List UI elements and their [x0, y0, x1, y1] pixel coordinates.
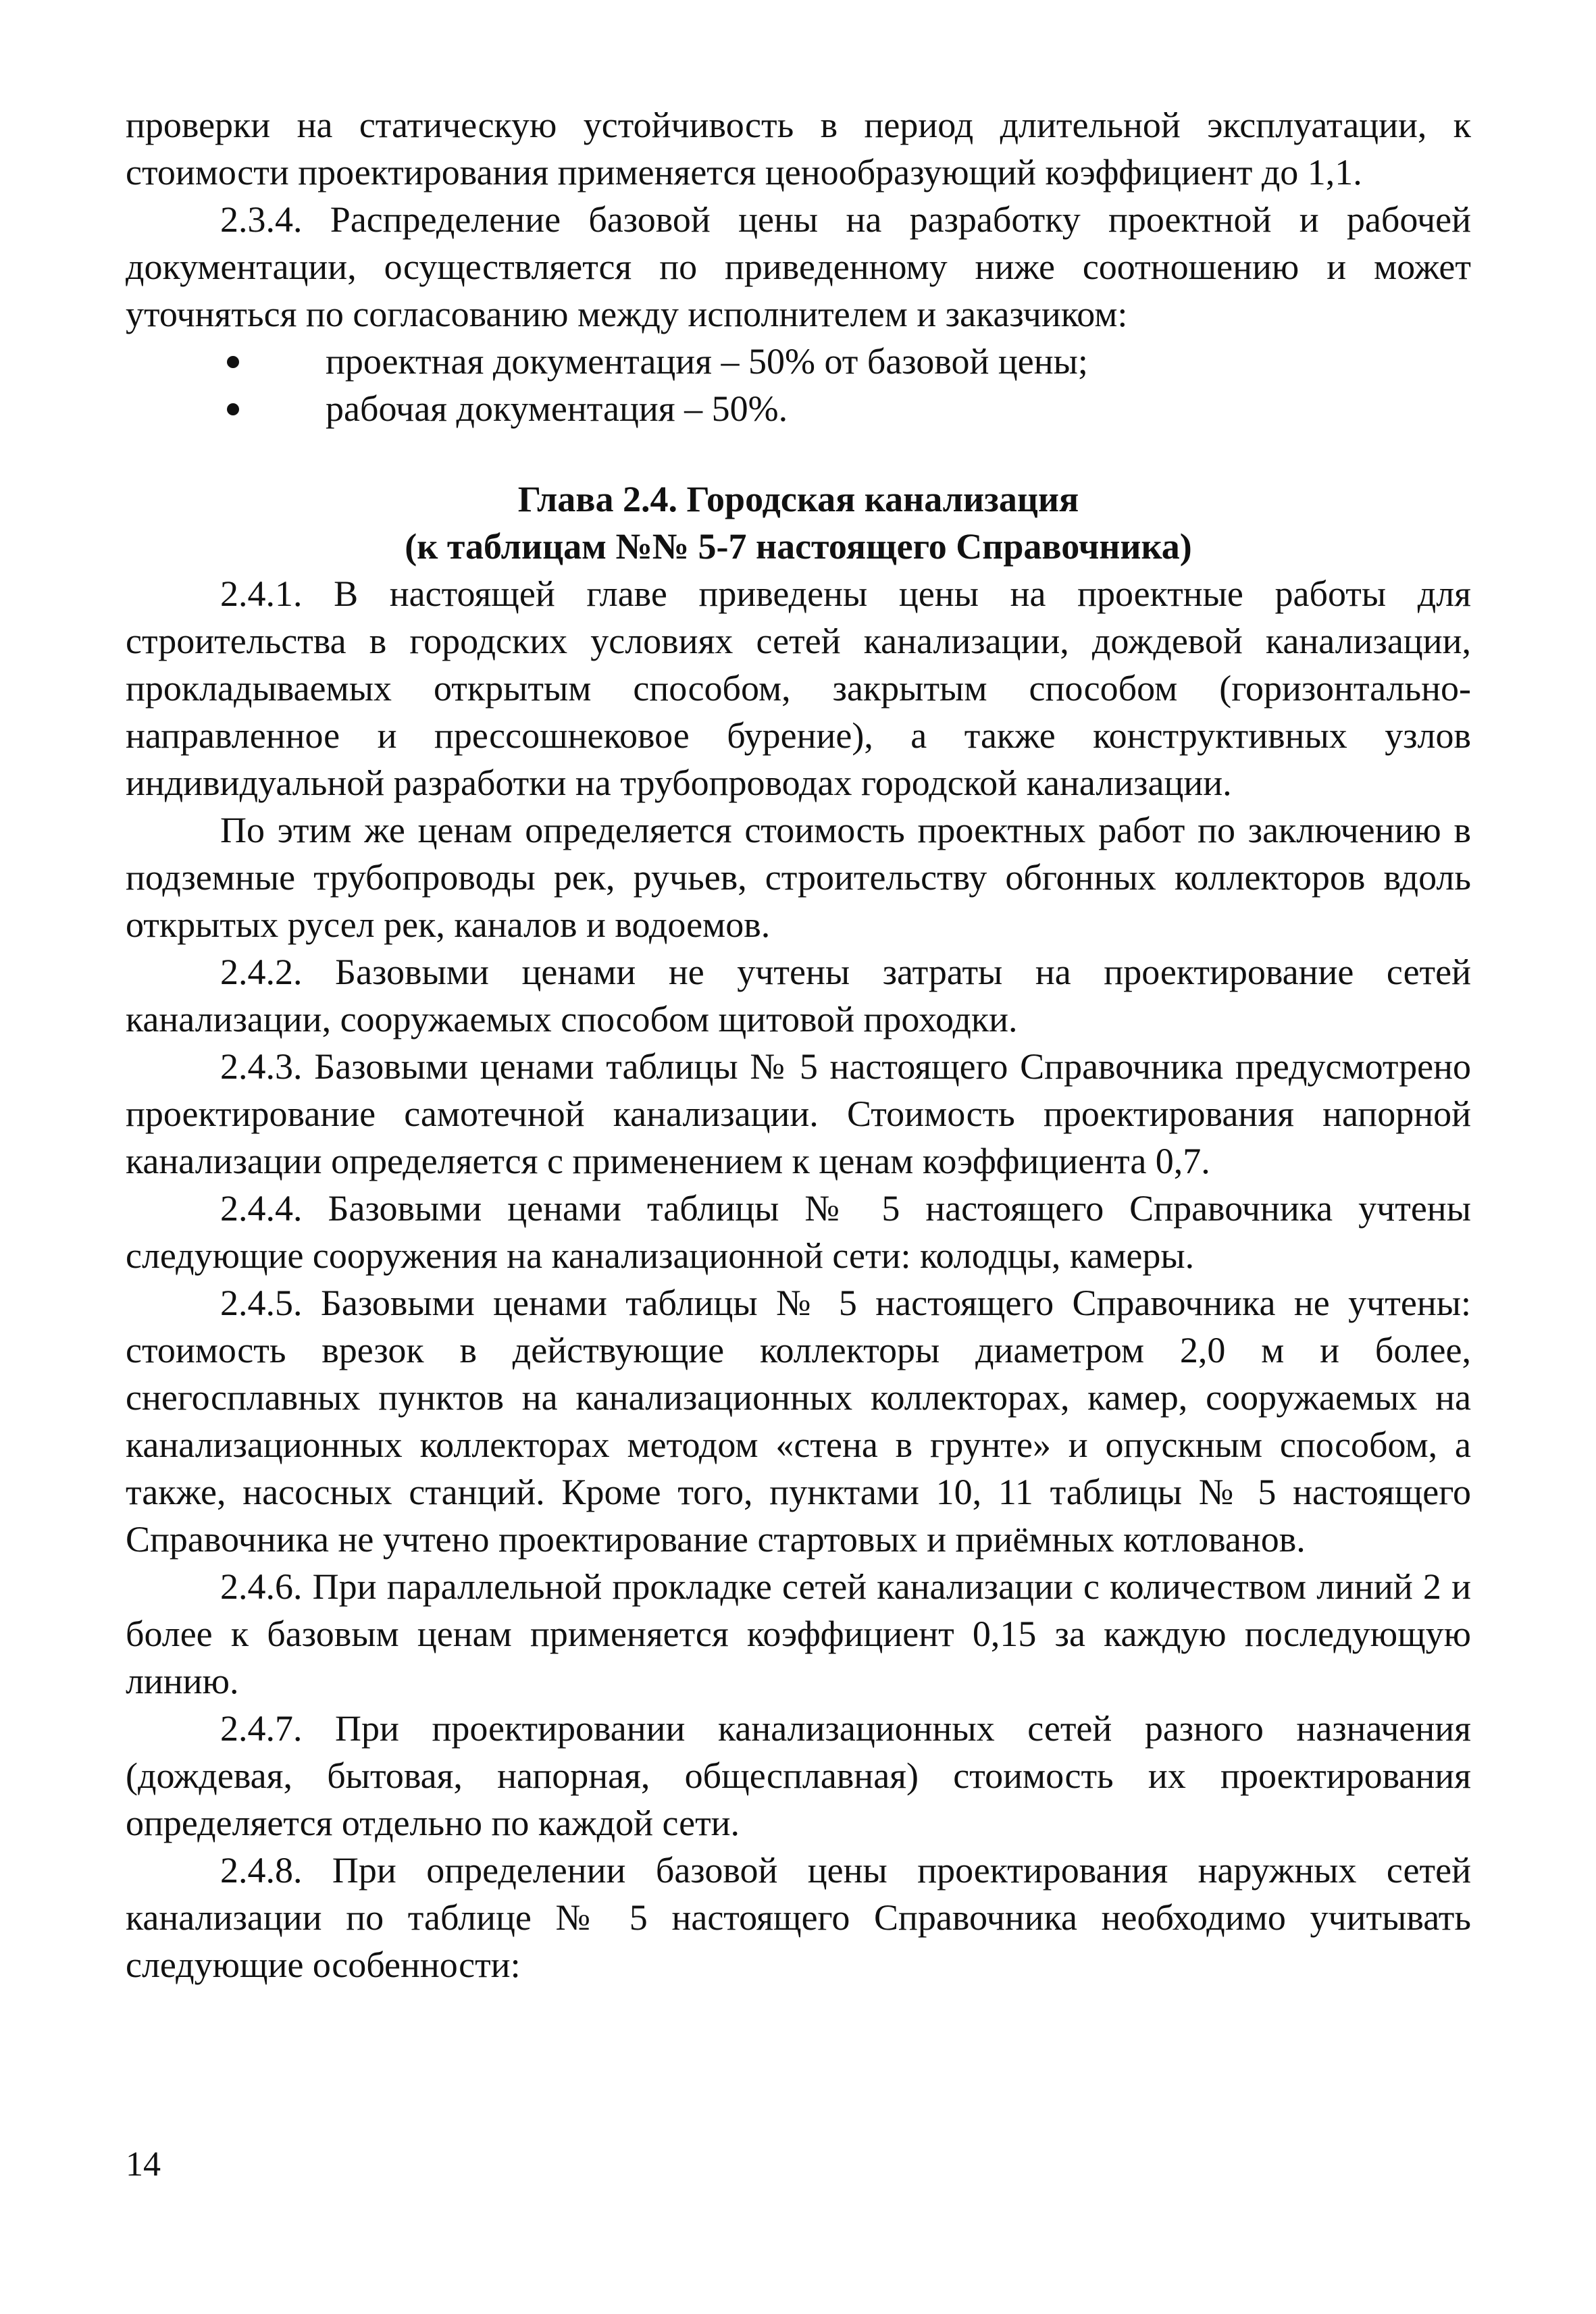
paragraph-2-3-4: 2.3.4. Распределение базовой цены на разработку проектной и рабочей документации, осуществляется по приведенному ниже соотношению и может уточняться по согласованию между исполнителем и заказчиком: [126, 199, 1471, 334]
bullet-text: рабочая документация – 50%. [326, 388, 788, 429]
paragraph-2-4-4: 2.4.4. Базовыми ценами таблицы № 5 настоящего Справочника учтены следующие сооружения на канализационной сети: колодцы, камеры. [126, 1188, 1471, 1276]
paragraph-2-4-7: 2.4.7. При проектировании канализационных сетей разного назначения (дождевая, бытовая, напорная, общесплавная) стоимость их проектирования определяется отдельно по каждой сети. [126, 1708, 1471, 1843]
document-page [126, 101, 1471, 1988]
bullet-item [126, 385, 1471, 432]
page-number: 14 [126, 2145, 161, 2184]
bullet-dot-icon [227, 403, 239, 415]
chapter-title: Глава 2.4. Городская канализация [517, 479, 1079, 519]
paragraph-2-4-5: 2.4.5. Базовыми ценами таблицы № 5 настоящего Справочника не учтены: стоимость врезок в действующие коллекторы диаметром 2,0 м и более, снегосплавных пунктов на канализационных коллекторах, камер, сооружаемых на канализационных коллекторах методом «стена в грунте» и опускным способом, а также, насосных станций. Кроме того, пунктами 10, 11 таблицы № 5 настоящего Справочника не учтено проектирование стартовых и приёмных котлованов. [126, 1283, 1471, 1560]
paragraph-2-4-1-cont: По этим же ценам определяется стоимость проектных работ по заключению в подземные трубопроводы рек, ручьев, строительству обгонных коллекторов вдоль открытых русел рек, каналов и водоемов. [126, 810, 1471, 945]
bullet-item [126, 338, 1471, 385]
paragraph-2-4-3: 2.4.3. Базовыми ценами таблицы № 5 настоящего Справочника предусмотрено проектирование самотечной канализации. Стоимость проектирования напорной канализации определяется с применением к ценам коэффициента 0,7. [126, 1046, 1471, 1181]
paragraph-2-4-2: 2.4.2. Базовыми ценами не учтены затраты на проектирование сетей канализации, сооружаемых способом щитовой проходки. [126, 952, 1471, 1039]
bullet-dot-icon [227, 356, 239, 368]
paragraph-2-4-1: 2.4.1. В настоящей главе приведены цены на проектные работы для строительства в городских условиях сетей канализации, дождевой канализации, прокладываемых открытым способом, закрытым способом (горизонтально-направленное и прессошнековое бурение), а также конструктивных узлов индивидуальной разработки на трубопроводах городской канализации. [126, 573, 1471, 803]
paragraph-2-4-6: 2.4.6. При параллельной прокладке сетей канализации с количеством линий 2 и более к базовым ценам применяется коэффициент 0,15 за каждую последующую линию. [126, 1566, 1471, 1701]
paragraph-continuation: проверки на статическую устойчивость в период длительной эксплуатации, к стоимости проектирования применяется ценообразующий коэффициент до 1,1. [126, 105, 1471, 192]
paragraph-2-4-8: 2.4.8. При определении базовой цены проектирования наружных сетей канализации по таблице № 5 настоящего Справочника необходимо учитывать следующие особенности: [126, 1850, 1471, 1985]
chapter-subtitle: (к таблицам №№ 5-7 настоящего Справочника) [405, 526, 1192, 567]
bullet-text: проектная документация – 50% от базовой цены; [326, 341, 1088, 382]
bullet-list [126, 338, 1471, 432]
